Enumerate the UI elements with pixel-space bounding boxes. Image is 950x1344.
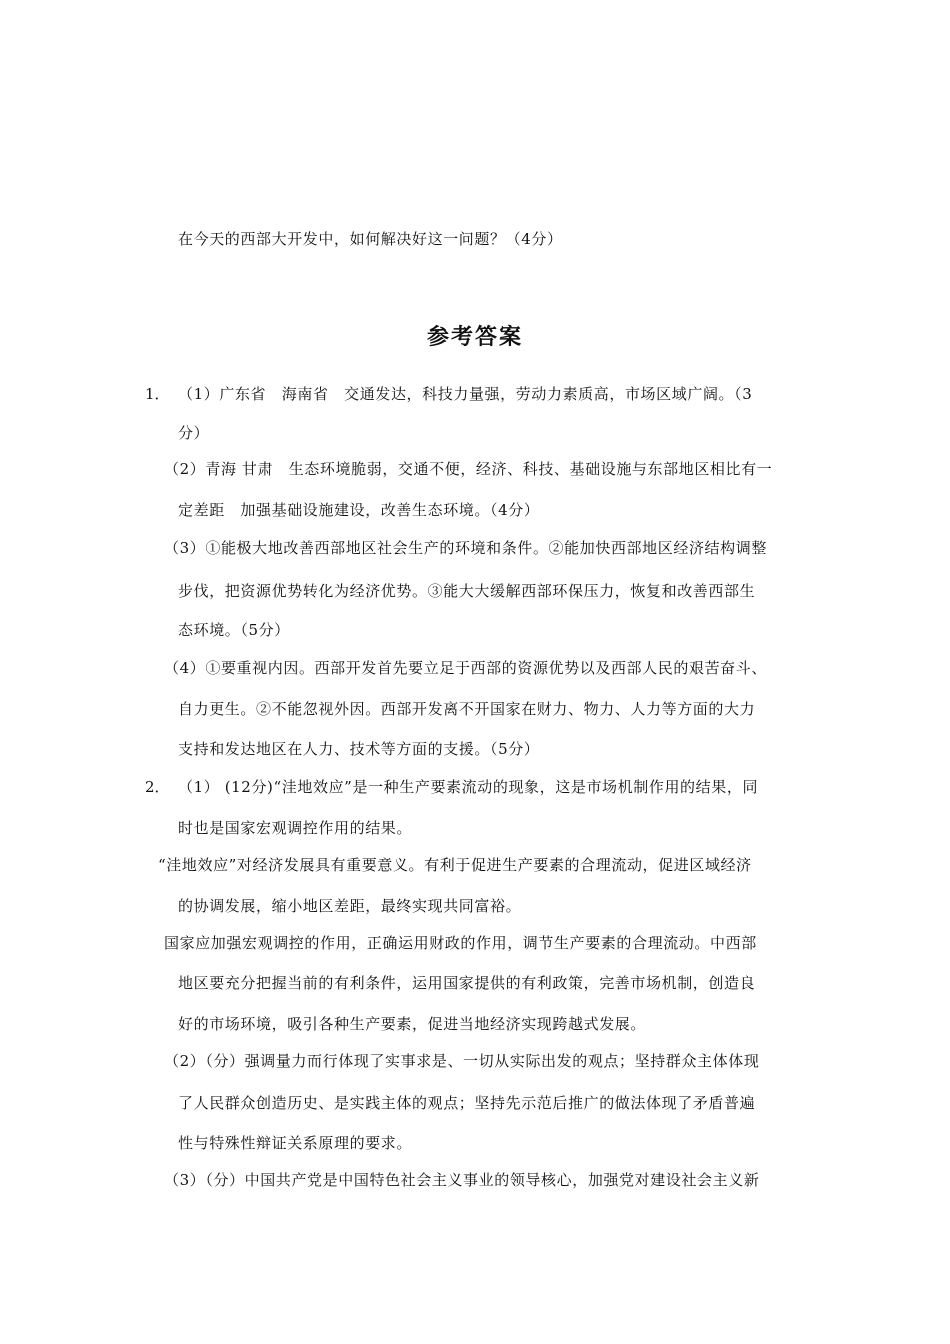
page-title: 参考答案: [426, 325, 523, 350]
q2-line: 国家应加强宏观调控的作用，正确运用财政的作用，调节生产要素的合理流动。中西部: [164, 934, 757, 952]
question-tail: 在今天的西部大开发中，如何解决好这一问题？（4分）: [178, 230, 563, 248]
q1-line: （4）①要重视内因。西部开发首先要立足于西部的资源优势以及西部人民的艰苦奋斗、: [164, 659, 767, 677]
q2-line: （1） (12分)“洼地效应”是一种生产要素流动的现象，这是市场机制作用的结果，同: [178, 778, 759, 796]
q1-line: （3）①能极大地改善西部地区社会生产的环境和条件。②能加快西部地区经济结构调整: [164, 539, 767, 557]
q2-line: “洼地效应”对经济发展具有重要意义。有利于促进生产要素的合理流动，促进区域经济: [158, 856, 752, 874]
q2-line: 时也是国家宏观调控作用的结果。: [178, 819, 413, 837]
q2-line: （2）（分）强调量力而行体现了实事求是、一切从实际出发的观点；坚持群众主体体现: [164, 1052, 760, 1070]
q1-number: 1．: [145, 385, 170, 403]
q1-line: 支持和发达地区在人力、技术等方面的支援。（5分）: [178, 740, 540, 758]
q2-line: 了人民群众创造历史、是实践主体的观点；坚持先示范后推广的做法体现了矛盾普遍: [178, 1094, 756, 1112]
q1-line: 分）: [178, 424, 210, 442]
q2-number: 2．: [145, 778, 170, 796]
q2-line: 性与特殊性辩证关系原理的要求。: [178, 1134, 413, 1152]
q1-line: 步伐，把资源优势转化为经济优势。③能大大缓解西部环保压力，恢复和改善西部生: [178, 582, 756, 600]
q1-line: （1）广东省 海南省 交通发达，科技力量强，劳动力素质高，市场区域广阔。（3: [178, 385, 753, 403]
q2-line: 的协调发展，缩小地区差距，最终实现共同富裕。: [178, 897, 522, 915]
q2-line: 地区要充分把握当前的有利条件，运用国家提供的有利政策，完善市场机制，创造良: [178, 974, 756, 992]
q2-line: 好的市场环境，吸引各种生产要素，促进当地经济实现跨越式发展。: [178, 1015, 647, 1033]
q1-line: 自力更生。②不能忽视外因。西部开发离不开国家在财力、物力、人力等方面的大力: [178, 700, 756, 718]
q2-line: （3）（分）中国共产党是中国特色社会主义事业的领导核心，加强党对建设社会主义新: [164, 1171, 760, 1189]
q1-line: 态环境。（5分）: [178, 621, 290, 639]
q1-line: （2）青海 甘肃 生态环境脆弱，交通不便，经济、科技、基础设施与东部地区相比有一: [164, 460, 773, 478]
q1-line: 定差距 加强基础设施建设，改善生态环境。（4分）: [178, 501, 540, 519]
